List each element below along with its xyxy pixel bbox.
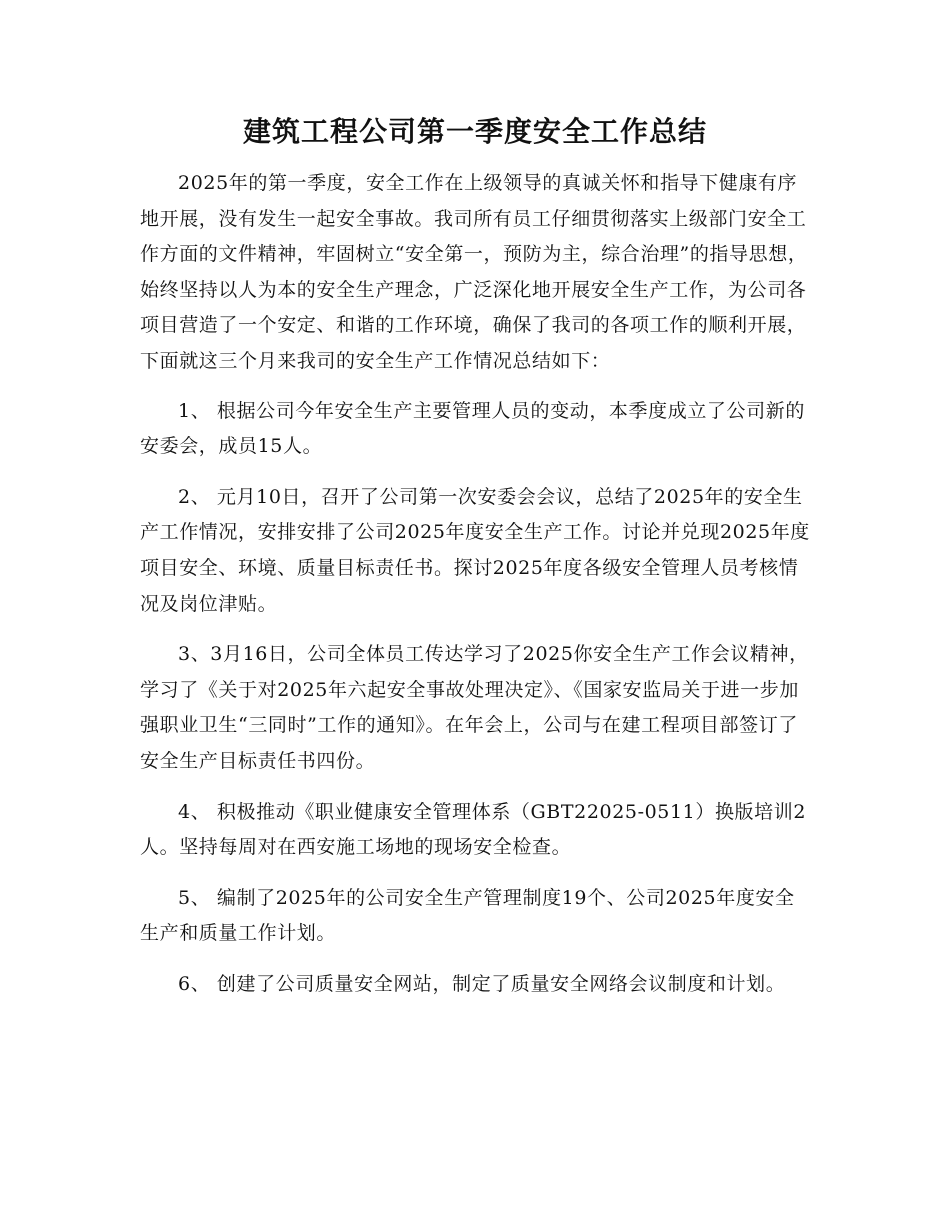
list-item-2: 2、 元月10日，召开了公司第一次安委会会议，总结了2025年的安全生产工作情况，安排安排了公司2025年度安全生产工作。讨论并兑现2025年度项目安全、环境、质量目标责任书。探讨2025年度各级安全管理人员考核情况及岗位津贴。 — [140, 485, 810, 615]
document-title: 建筑工程公司第一季度安全工作总结 — [242, 115, 707, 148]
intro-paragraph: 2025年的第一季度，安全工作在上级领导的真诚关怀和指导下健康有序地开展，没有发生一起安全事故。我司所有员工仔细贯彻落实上级部门安全工作方面的文件精神，牢固树立“安全第一，预防为主，综合治理”的指导思想，始终坚持以人为本的安全生产理念，广泛深化地开展安全生产工作，为公司各项目营造了一个安定、和谐的工作环境，确保了我司的各项工作的顺利开展，下面就这三个月来我司的安全生产工作情况总结如下： — [140, 172, 808, 372]
list-item-1: 1、 根据公司今年安全生产主要管理人员的变动，本季度成立了公司新的安委会，成员15人。 — [140, 399, 805, 458]
list-item-6: 6、 创建了公司质量安全网站，制定了质量安全网络会议制度和计划。 — [178, 972, 786, 995]
list-item-3: 3、3月16日，公司全体员工传达学习了2025你安全生产工作会议精神，学习了《关于对2025年六起安全事故处理决定》、《国家安监局关于进一步加强职业卫生“三同时”工作的通知》。在年会上，公司与在建工程项目部签订了安全生产目标责任书四份。 — [140, 643, 809, 772]
list-item-5: 5、 编制了2025年的公司安全生产管理制度19个、公司2025年度安全生产和质量工作计划。 — [140, 886, 795, 945]
list-item-4: 4、 积极推动《职业健康安全管理体系（GBT22025-0511）换版培训2人。坚持每周对在西安施工场地的现场安全检查。 — [140, 800, 807, 859]
document-body — [140, 166, 812, 1017]
